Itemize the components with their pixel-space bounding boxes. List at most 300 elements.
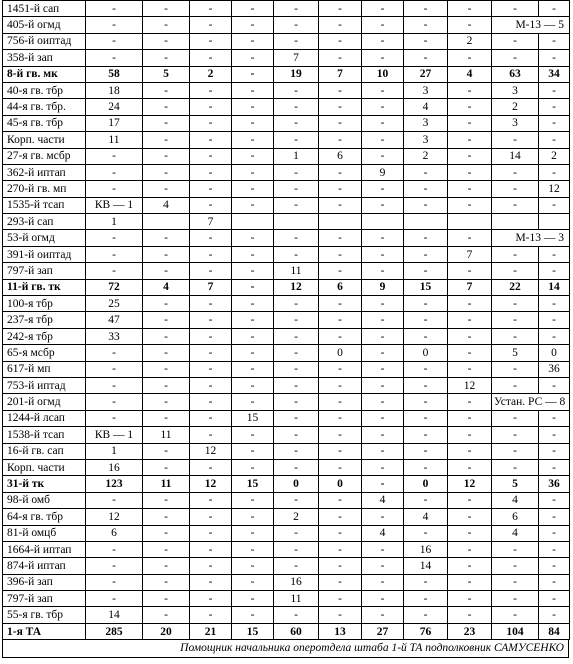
value-cell: 7 (190, 279, 232, 295)
merged-note-cell: Устан. РС — 8 (492, 394, 570, 410)
value-cell: - (190, 591, 232, 607)
value-cell: - (319, 132, 362, 148)
table-row (3, 17, 570, 33)
value-cell: - (362, 394, 404, 410)
table-row (3, 443, 570, 459)
value-cell: - (86, 263, 143, 279)
value-cell: 36 (539, 361, 570, 377)
value-cell: - (232, 263, 274, 279)
value-cell: 2 (492, 99, 539, 115)
value-cell: - (539, 82, 570, 98)
value-cell: - (190, 296, 232, 312)
value-cell: 6 (86, 525, 143, 541)
value-cell: 36 (539, 476, 570, 492)
value-cell: 0 (319, 476, 362, 492)
value-cell: - (274, 492, 319, 508)
table-row (3, 148, 570, 164)
value-cell: - (492, 246, 539, 262)
value-cell: - (448, 459, 492, 475)
value-cell: 21 (190, 623, 232, 639)
value-cell: - (232, 509, 274, 525)
value-cell: - (448, 443, 492, 459)
table-row (3, 410, 570, 426)
value-cell: - (404, 394, 448, 410)
value-cell: - (143, 230, 190, 246)
value-cell: - (539, 525, 570, 541)
value-cell: 14 (539, 279, 570, 295)
value-cell: - (232, 296, 274, 312)
value-cell: - (539, 164, 570, 180)
value-cell: - (274, 525, 319, 541)
value-cell: - (274, 607, 319, 623)
value-cell: - (404, 607, 448, 623)
value-cell: 5 (492, 345, 539, 361)
value-cell: - (362, 328, 404, 344)
value-cell: - (539, 443, 570, 459)
value-cell: 3 (404, 132, 448, 148)
value-cell: 11 (143, 476, 190, 492)
table-row (3, 574, 570, 590)
value-cell: - (492, 427, 539, 443)
table-row (3, 394, 570, 410)
value-cell: - (492, 50, 539, 66)
value-cell: - (404, 312, 448, 328)
value-cell: - (86, 394, 143, 410)
value-cell: - (274, 115, 319, 131)
value-cell: - (232, 33, 274, 49)
value-cell: - (319, 509, 362, 525)
value-cell: - (143, 17, 190, 33)
value-cell: 4 (143, 279, 190, 295)
value-cell: - (86, 230, 143, 246)
value-cell: - (404, 230, 448, 246)
value-cell: - (362, 296, 404, 312)
value-cell: - (448, 263, 492, 279)
value-cell: - (274, 410, 319, 426)
value-cell: 14 (86, 607, 143, 623)
value-cell: - (190, 17, 232, 33)
value-cell: - (319, 607, 362, 623)
value-cell: 4 (448, 66, 492, 82)
value-cell: - (143, 459, 190, 475)
value-cell: - (319, 82, 362, 98)
unit-name-cell: 98-й омб (3, 492, 86, 508)
value-cell: 6 (319, 279, 362, 295)
table-row (3, 607, 570, 623)
value-cell: - (190, 427, 232, 443)
table-row (3, 558, 570, 574)
value-cell: - (143, 541, 190, 557)
value-cell: 76 (404, 623, 448, 639)
value-cell: 14 (404, 558, 448, 574)
value-cell: - (86, 33, 143, 49)
unit-name-cell: 797-й зап (3, 263, 86, 279)
table-row (3, 132, 570, 148)
value-cell: - (448, 17, 492, 33)
value-cell: - (232, 443, 274, 459)
value-cell: - (232, 558, 274, 574)
value-cell: - (448, 132, 492, 148)
value-cell: 3 (492, 115, 539, 131)
value-cell: - (190, 525, 232, 541)
value-cell: - (492, 132, 539, 148)
value-cell: 4 (404, 509, 448, 525)
value-cell: 123 (86, 476, 143, 492)
value-cell: - (319, 246, 362, 262)
value-cell: - (274, 246, 319, 262)
value-cell: - (362, 99, 404, 115)
value-cell: - (190, 263, 232, 279)
value-cell: - (86, 558, 143, 574)
value-cell: 4 (362, 492, 404, 508)
value-cell: - (319, 410, 362, 426)
value-cell: 0 (404, 476, 448, 492)
value-cell: - (232, 541, 274, 557)
unit-name-cell: 81-й омцб (3, 525, 86, 541)
value-cell: - (362, 197, 404, 213)
value-cell: - (143, 132, 190, 148)
value-cell: - (232, 361, 274, 377)
value-cell: - (86, 246, 143, 262)
value-cell: - (274, 82, 319, 98)
value-cell: 20 (143, 623, 190, 639)
value-cell: - (448, 410, 492, 426)
value-cell: - (274, 197, 319, 213)
value-cell: 4 (362, 525, 404, 541)
unit-name-cell: 65-я мсбр (3, 345, 86, 361)
value-cell: - (143, 509, 190, 525)
table-row (3, 66, 570, 82)
value-cell: - (404, 591, 448, 607)
value-cell: - (319, 492, 362, 508)
value-cell: - (86, 591, 143, 607)
unit-name-cell: 756-й оиптад (3, 33, 86, 49)
unit-name-cell: 405-й огмд (3, 17, 86, 33)
value-cell (404, 214, 448, 230)
value-cell: - (190, 509, 232, 525)
value-cell (232, 214, 274, 230)
unit-name-cell: 31-й тк (3, 476, 86, 492)
value-cell: - (319, 541, 362, 557)
value-cell: - (232, 230, 274, 246)
value-cell: - (274, 181, 319, 197)
value-cell: 33 (86, 328, 143, 344)
value-cell: - (319, 296, 362, 312)
value-cell: - (319, 263, 362, 279)
value-cell: - (492, 377, 539, 393)
value-cell: - (190, 164, 232, 180)
value-cell: - (362, 509, 404, 525)
value-cell: - (232, 17, 274, 33)
unit-name-cell: 27-я гв. мсбр (3, 148, 86, 164)
value-cell: - (362, 459, 404, 475)
value-cell: - (143, 115, 190, 131)
value-cell: - (232, 345, 274, 361)
value-cell: - (143, 50, 190, 66)
value-cell: - (274, 1, 319, 17)
value-cell: - (492, 312, 539, 328)
value-cell: КВ — 1 (86, 427, 143, 443)
unit-name-cell: 16-й гв. сап (3, 443, 86, 459)
value-cell: - (492, 459, 539, 475)
table-row (3, 345, 570, 361)
value-cell: 84 (539, 623, 570, 639)
value-cell: 2 (539, 148, 570, 164)
value-cell: - (362, 230, 404, 246)
value-cell (143, 214, 190, 230)
value-cell: - (492, 361, 539, 377)
value-cell: 12 (448, 377, 492, 393)
value-cell: - (319, 312, 362, 328)
unit-name-cell: 201-й огмд (3, 394, 86, 410)
value-cell: - (539, 607, 570, 623)
table-row (3, 1, 570, 17)
table-row (3, 296, 570, 312)
value-cell: 58 (86, 66, 143, 82)
value-cell: 27 (404, 66, 448, 82)
value-cell: 12 (448, 476, 492, 492)
value-cell: - (190, 50, 232, 66)
value-cell: - (319, 443, 362, 459)
value-cell: - (404, 33, 448, 49)
value-cell: - (274, 132, 319, 148)
value-cell: 16 (274, 574, 319, 590)
table-row (3, 476, 570, 492)
value-cell: 4 (404, 99, 448, 115)
merged-note-cell: М-13 — 3 (492, 230, 570, 246)
value-cell: - (404, 263, 448, 279)
value-cell: - (362, 33, 404, 49)
value-cell: - (319, 361, 362, 377)
value-cell: 7 (190, 214, 232, 230)
value-cell: - (143, 246, 190, 262)
value-cell: - (190, 1, 232, 17)
value-cell: - (319, 115, 362, 131)
value-cell: - (539, 132, 570, 148)
value-cell: - (274, 164, 319, 180)
value-cell: - (404, 377, 448, 393)
unit-name-cell: Корп. части (3, 132, 86, 148)
value-cell: - (232, 394, 274, 410)
value-cell: 13 (319, 623, 362, 639)
value-cell: - (362, 17, 404, 33)
value-cell: - (143, 591, 190, 607)
value-cell: - (362, 132, 404, 148)
value-cell: 2 (448, 33, 492, 49)
value-cell: 16 (404, 541, 448, 557)
value-cell: 7 (448, 279, 492, 295)
value-cell: 15 (232, 476, 274, 492)
value-cell: - (362, 115, 404, 131)
table-row (3, 541, 570, 557)
value-cell: - (274, 296, 319, 312)
value-cell: 17 (86, 115, 143, 131)
value-cell: - (362, 541, 404, 557)
value-cell: - (448, 197, 492, 213)
value-cell: 9 (362, 279, 404, 295)
value-cell: - (86, 492, 143, 508)
value-cell: - (492, 33, 539, 49)
value-cell: - (539, 574, 570, 590)
value-cell: - (362, 377, 404, 393)
value-cell: 34 (539, 66, 570, 82)
value-cell: - (404, 164, 448, 180)
value-cell: - (492, 164, 539, 180)
value-cell: - (492, 443, 539, 459)
unit-name-cell: 293-й сап (3, 214, 86, 230)
value-cell: - (448, 574, 492, 590)
value-cell: - (190, 132, 232, 148)
value-cell: - (86, 410, 143, 426)
value-cell: - (143, 558, 190, 574)
value-cell: - (319, 558, 362, 574)
value-cell: - (539, 50, 570, 66)
value-cell: - (448, 492, 492, 508)
value-cell: - (319, 574, 362, 590)
value-cell: - (190, 197, 232, 213)
value-cell: - (404, 410, 448, 426)
value-cell: - (274, 459, 319, 475)
value-cell: 7 (448, 246, 492, 262)
value-cell: - (362, 1, 404, 17)
table-row (3, 82, 570, 98)
value-cell: - (448, 607, 492, 623)
value-cell: - (143, 410, 190, 426)
value-cell: - (404, 459, 448, 475)
value-cell: - (86, 148, 143, 164)
value-cell: 6 (319, 148, 362, 164)
value-cell: - (492, 1, 539, 17)
value-cell: - (232, 1, 274, 17)
unit-name-cell: 53-й огмд (3, 230, 86, 246)
value-cell: - (86, 17, 143, 33)
value-cell: - (232, 591, 274, 607)
unit-name-cell: 617-й мп (3, 361, 86, 377)
value-cell: - (448, 509, 492, 525)
value-cell: 60 (274, 623, 319, 639)
value-cell (274, 214, 319, 230)
value-cell: - (190, 492, 232, 508)
unit-name-cell: 1451-й сап (3, 1, 86, 17)
value-cell: - (190, 148, 232, 164)
value-cell: 11 (274, 263, 319, 279)
value-cell: - (143, 99, 190, 115)
value-cell: - (404, 361, 448, 377)
unit-name-cell: 1-я ТА (3, 623, 86, 639)
value-cell: - (448, 361, 492, 377)
table-row (3, 509, 570, 525)
value-cell: - (362, 361, 404, 377)
value-cell: - (86, 164, 143, 180)
value-cell (448, 214, 492, 230)
value-cell: 3 (492, 82, 539, 98)
value-cell: - (404, 328, 448, 344)
table-row (3, 427, 570, 443)
value-cell: 2 (190, 66, 232, 82)
value-cell: - (274, 394, 319, 410)
value-cell: - (448, 1, 492, 17)
value-cell: - (319, 591, 362, 607)
value-cell: - (404, 181, 448, 197)
value-cell: - (362, 591, 404, 607)
value-cell: - (86, 1, 143, 17)
unit-name-cell: 1538-й тсап (3, 427, 86, 443)
table-row (3, 591, 570, 607)
value-cell: - (143, 574, 190, 590)
value-cell: - (319, 459, 362, 475)
value-cell: - (404, 574, 448, 590)
value-cell: 12 (86, 509, 143, 525)
value-cell: 0 (319, 345, 362, 361)
value-cell: - (319, 328, 362, 344)
value-cell: - (190, 394, 232, 410)
value-cell: 25 (86, 296, 143, 312)
value-cell: - (539, 459, 570, 475)
unit-name-cell: 358-й зап (3, 50, 86, 66)
value-cell (492, 214, 539, 230)
value-cell: 1 (86, 443, 143, 459)
value-cell: - (539, 33, 570, 49)
value-cell: - (539, 296, 570, 312)
value-cell: - (448, 82, 492, 98)
value-cell: - (274, 33, 319, 49)
value-cell: - (232, 99, 274, 115)
value-cell: - (86, 345, 143, 361)
value-cell: - (319, 99, 362, 115)
value-cell: - (448, 541, 492, 557)
value-cell: 19 (274, 66, 319, 82)
value-cell: - (362, 476, 404, 492)
value-cell: - (448, 148, 492, 164)
value-cell: 9 (362, 164, 404, 180)
value-cell: - (539, 99, 570, 115)
unit-name-cell: 797-й зап (3, 591, 86, 607)
value-cell: - (362, 607, 404, 623)
value-cell: - (319, 197, 362, 213)
value-cell: - (274, 99, 319, 115)
value-cell: - (232, 148, 274, 164)
value-cell: 4 (143, 197, 190, 213)
value-cell: - (190, 361, 232, 377)
table-row (3, 492, 570, 508)
value-cell: - (362, 558, 404, 574)
value-cell: 2 (274, 509, 319, 525)
merged-note-cell: М-13 — 5 (492, 17, 570, 33)
value-cell: - (86, 574, 143, 590)
table-row (3, 164, 570, 180)
value-cell: 1 (274, 148, 319, 164)
value-cell: - (539, 115, 570, 131)
value-cell: - (190, 328, 232, 344)
value-cell: - (539, 312, 570, 328)
value-cell: - (274, 345, 319, 361)
value-cell: - (404, 197, 448, 213)
value-cell: - (539, 591, 570, 607)
value-cell: - (362, 82, 404, 98)
table-row (3, 230, 570, 246)
value-cell: - (86, 50, 143, 66)
value-cell: 63 (492, 66, 539, 82)
value-cell: - (539, 1, 570, 17)
value-cell: 11 (143, 427, 190, 443)
value-cell: - (362, 312, 404, 328)
value-cell: - (232, 50, 274, 66)
value-cell: 15 (232, 410, 274, 426)
unit-name-cell: 1244-й лсап (3, 410, 86, 426)
unit-name-cell: 100-я тбр (3, 296, 86, 312)
value-cell: - (539, 410, 570, 426)
value-cell: - (492, 574, 539, 590)
